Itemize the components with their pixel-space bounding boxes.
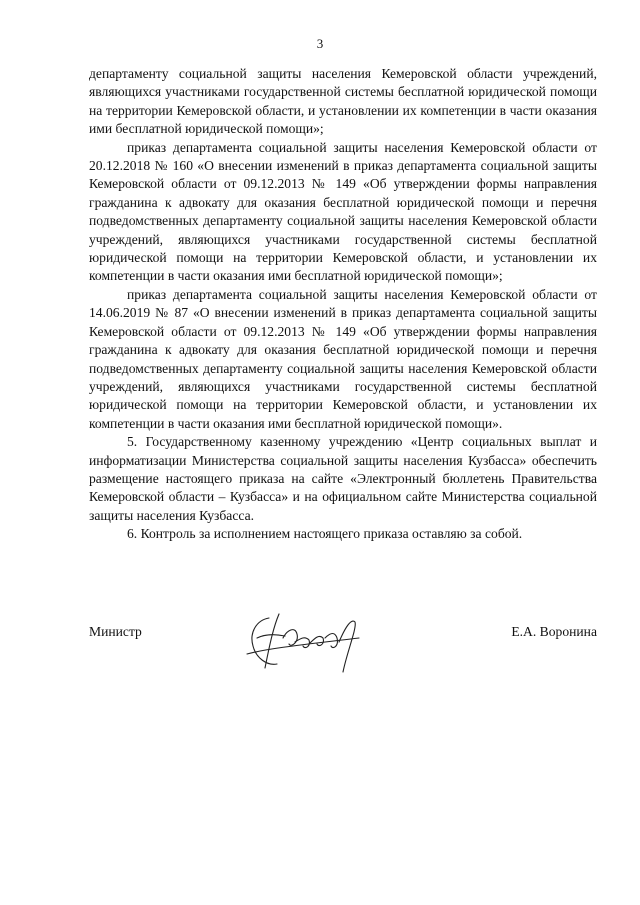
signer-name: Е.А. Воронина	[511, 624, 597, 639]
document-body	[89, 65, 597, 544]
paragraph-item-6: 6. Контроль за исполнением настоящего приказа оставляю за собой.	[127, 526, 523, 542]
paragraph-item-5: 5. Государственному казенному учреждению «Центр социальных выплат и информатизации Министерства социальной защиты населения Кузбасса» обеспечить размещение настоящего приказа на сайте «Электронный бюллетень Правительства Кемеровской области – Кузбасса» и на официальном сайте Министерства социальной защиты населения Кузбасса.	[89, 434, 597, 523]
page-number: 3	[316, 36, 324, 51]
paragraph-order-2019: приказ департамента социальной защиты населения Кемеровской области от 14.06.2019 № 87 «О внесении изменений в приказ департамента социальной защиты Кемеровской области от 09.12.2013 № 149 «Об утверждении формы направления гражданина к адвокату для оказания бесплатной юридической помощи и перечня подведомственных департаменту социальной защиты населения Кемеровской области учреждений, являющихся участниками государственной системы бесплатной юридической помощи на территории Кемеровской области, и установлении их компетенции в части оказания ими бесплатной юридической помощи».	[89, 286, 597, 431]
handwritten-signature	[239, 608, 379, 678]
paragraph-order-2018: приказ департамента социальной защиты населения Кемеровской области от 20.12.2018 № 160 «О внесении изменений в приказ департамента социальной защиты Кемеровской области от 09.12.2013 № 149 «Об утверждении формы направления гражданина к адвокату для оказания бесплатной юридической помощи и перечня подведомственных департаменту социальной защиты населения Кемеровской области учреждений, являющихся участниками государственной системы бесплатной юридической помощи на территории Кемеровской области, и установлении их компетенции в части оказания ими бесплатной юридической помощи»;	[89, 139, 597, 284]
paragraph-continuation: департаменту социальной защиты населения Кемеровской области учреждений, являющихся участниками государственной системы бесплатной юридической помощи на территории Кемеровской области, и установлении их компетенции в части оказания ими бесплатной юридической помощи»;	[89, 66, 597, 137]
signer-role: Министр	[89, 624, 142, 639]
signature-block	[89, 608, 597, 678]
